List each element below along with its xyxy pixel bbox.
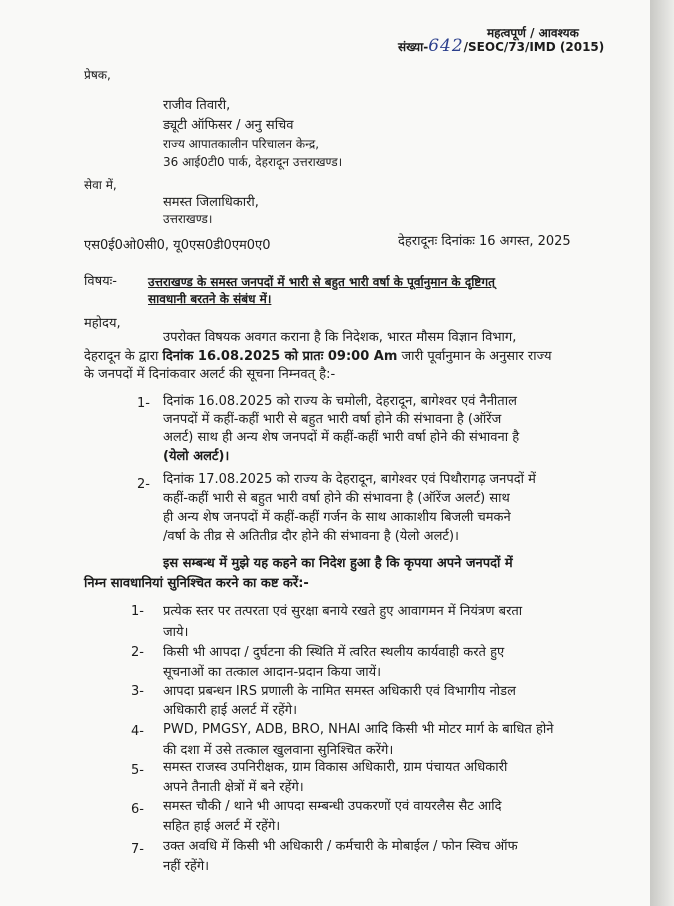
recipient-label: सेवा में,	[84, 178, 117, 192]
alert-1-line-4: (येलो अलर्ट)।	[163, 449, 230, 464]
recipient-state: उत्तराखण्ड।	[163, 212, 213, 226]
alert-1-line-3: अलर्ट) साथ ही अन्य शेष जनपदों में कहीं-कहीं भारी वर्षा होने की संभावना है	[163, 430, 520, 445]
alert-1-line-2: जनपदों में कहीं-कहीं भारी से बहुत भारी वर्षा होने की संभावना है (ऑरेंज	[163, 412, 502, 427]
subject-line-2: सावधानी बरतने के संबंध में।	[148, 292, 272, 306]
precaution-3-line-2: अधिकारी हाई अलर्ट में रहेंगे।	[163, 703, 298, 718]
office-code: एस0ई0ओ0सी0, यू0एस0डी0एम0ए0	[84, 238, 271, 253]
sender-label: प्रेषक,	[84, 68, 111, 82]
letter-date: देहरादूनः दिनांकः 16 अगस्त, 2025	[398, 234, 571, 249]
alert-1-line-1: दिनांक 16.08.2025 को राज्य के चमोली, देहरादून, बागेश्वर एवं नैनीताल	[163, 394, 517, 409]
recipient-name: समस्त जिलाधिकारी,	[163, 195, 259, 210]
precaution-7-line-2: नहीं रहेंगे।	[163, 859, 210, 874]
precaution-7-line-1: उक्त अवधि में किसी भी अधिकारी / कर्मचारी के मोबाईल / फोन स्विच ऑफ	[163, 839, 518, 854]
intro-line-1: उपरोक्त विषयक अवगत कराना है कि निदेशक, भारत मौसम विज्ञान विभाग,	[163, 330, 517, 345]
precaution-6-number: 6-	[131, 802, 144, 817]
sender-office: राज्य आपातकालीन परिचालन केन्द्र,	[163, 137, 320, 151]
precaution-2-line-2: सूचनाओं का तत्काल आदान-प्रदान किया जायें।	[163, 665, 382, 680]
precaution-6-line-1: समस्त चौकी / थाने भी आपदा सम्बन्धी उपकरणों एवं वायरलैस सैट आदि	[163, 799, 502, 814]
sender-designation: ड्यूटी ऑफिसर / अनु सचिव	[163, 118, 294, 133]
intro-line-2-end: जारी पूर्वानुमान के अनुसार राज्य	[401, 349, 552, 364]
subject-line-1: उत्तराखण्ड के समस्त जनपदों में भारी से बहुत भारी वर्षा के पूर्वानुमान के दृष्टिगत्	[148, 275, 495, 289]
alert-2-line-1: दिनांक 17.08.2025 को राज्य के देहरादून, बागेश्वर एवं पिथौरागढ़ जनपदों में	[163, 472, 536, 487]
instruction-line-1: इस सम्बन्ध में मुझे यह कहने का निदेश हुआ है कि कृपया अपने जनपदों में	[163, 556, 513, 571]
sender-address: 36 आई0टी0 पार्क, देहरादून उत्तराखण्ड।	[163, 155, 343, 169]
precaution-4-line-2: की दशा में उसे तत्काल खुलवाना सुनिश्चित करेंगे।	[163, 743, 394, 758]
precaution-3-number: 3-	[131, 684, 144, 699]
precaution-4-line-1: PWD, PMGSY, ADB, BRO, NHAI आदि किसी भी मोटर मार्ग के बाधित होने	[163, 722, 554, 737]
precaution-2-line-1: किसी भी आपदा / दुर्घटना की स्थिति में त्वरित स्थलीय कार्यवाही करते हुए	[163, 645, 505, 660]
intro-line-3: के जनपदों में दिनांकवार अलर्ट की सूचना निम्नवत् है:-	[84, 367, 336, 382]
handwritten-number: 642	[428, 36, 464, 56]
alert-2-line-4: /वर्षा के तीव्र से अतितीव्र दौर होने की संभावना है (येलो अलर्ट)।	[163, 529, 459, 544]
precaution-3-line-1: आपदा प्रबन्धन IRS प्रणाली के नामित समस्त अधिकारी एवं विभागीय नोडल	[163, 684, 516, 699]
precaution-7-number: 7-	[131, 842, 144, 857]
intro-forecast-time: दिनांक 16.08.2025 को प्रातः 09:00 Am	[162, 349, 398, 364]
instruction-line-2: निम्न सावधानियां सुनिश्चित करने का कष्ट करें:-	[84, 576, 309, 591]
alert-1-number: 1-	[137, 396, 150, 411]
precaution-6-line-2: सहित हाई अलर्ट में रहेंगे।	[163, 819, 281, 834]
intro-line-2-start: देहरादून के द्वारा	[84, 349, 159, 364]
intro-line-2	[84, 346, 552, 364]
precaution-1-line-2: जाये।	[163, 625, 189, 640]
precaution-1-line-1: प्रत्येक स्तर पर तत्परता एवं सुरक्षा बनाये रखते हुए आवागमन में नियंत्रण बरता	[163, 604, 523, 619]
precaution-5-line-2: अपने तैनाती क्षेत्रों में बने रहेंगे।	[163, 780, 304, 795]
salutation: महोदय,	[84, 316, 121, 331]
sender-name: राजीव तिवारी,	[163, 98, 231, 113]
precaution-2-number: 2-	[131, 645, 144, 660]
precaution-5-line-1: समस्त राजस्व उपनिरीक्षक, ग्राम विकास अधिकारी, ग्राम पंचायत अधिकारी	[163, 760, 508, 775]
priority-label: महत्वपूर्ण / आवश्यक	[487, 26, 579, 40]
reference-number	[398, 36, 604, 56]
alert-2-line-2: कहीं-कहीं भारी से बहुत भारी वर्षा होने की संभावना है (ऑरेंज अलर्ट) साथ	[163, 491, 510, 506]
precaution-5-number: 5-	[131, 763, 144, 778]
number-label: संख्या-	[398, 40, 429, 54]
subject-label: विषयः-	[84, 274, 117, 289]
page-edge-shadow	[650, 0, 674, 906]
alert-2-number: 2-	[137, 477, 150, 492]
precaution-4-number: 4-	[131, 724, 144, 739]
precaution-1-number: 1-	[131, 604, 144, 619]
number-ref: /SEOC/73/IMD (2015)	[463, 40, 605, 54]
alert-2-line-3: ही अन्य शेष जनपदों में कहीं-कहीं गर्जन के साथ आकाशीय बिजली चमकने	[163, 510, 511, 525]
